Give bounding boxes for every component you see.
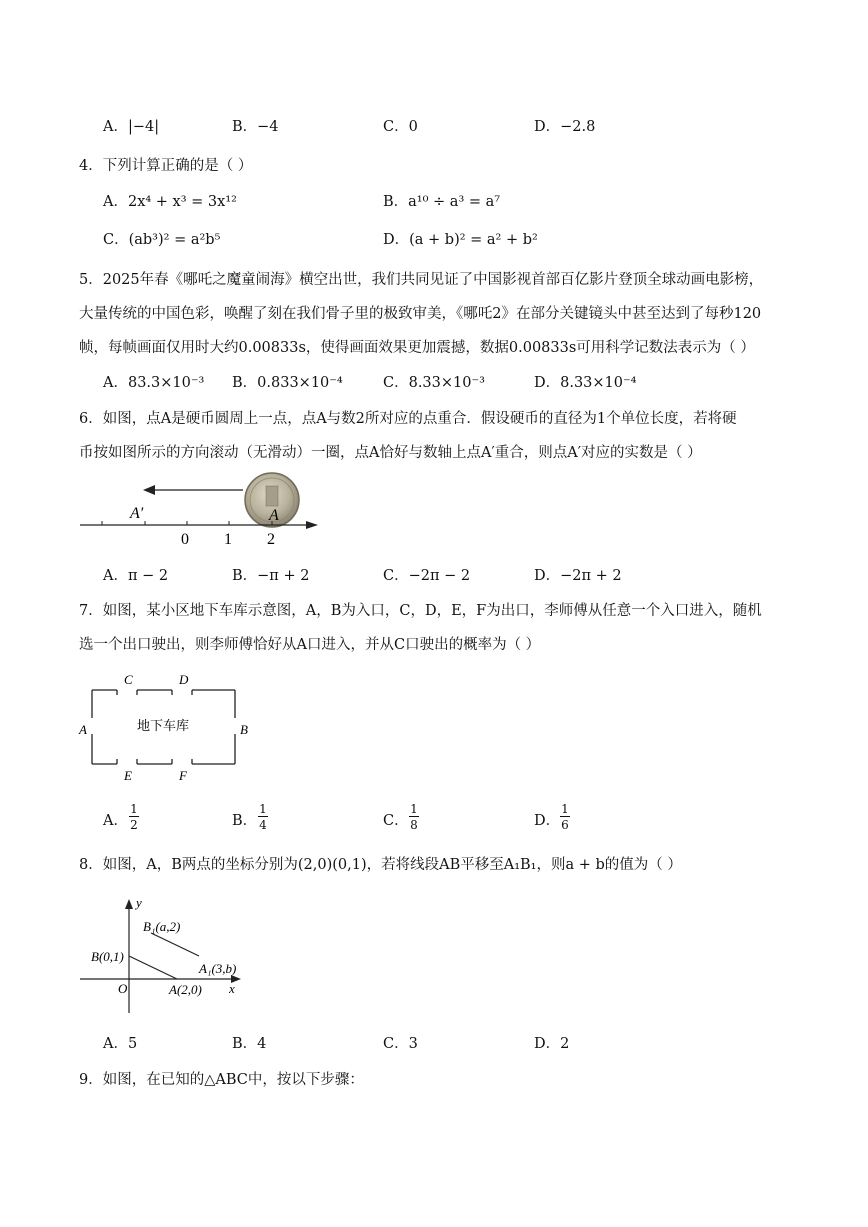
tick-label-1: 1 <box>224 531 232 548</box>
q7-figure-garage <box>75 670 255 785</box>
q6-option-d: D．−2π + 2 <box>534 568 622 584</box>
q6-option-b: B．−π + 2 <box>232 568 310 584</box>
q8-option-a: A．5 <box>103 1036 138 1052</box>
q5-line-1: 5．2025年春《哪吒之魔童闹海》横空出世，我们共同见证了中国影视首部百亿影片登顶全球动画电影榜， <box>79 272 764 288</box>
q8-option-d: D．2 <box>534 1036 570 1052</box>
label-origin: O <box>118 981 128 996</box>
q7-line-1: 7．如图，某小区地下车库示意图，A，B为入口，C，D，E，F为出口，李师傅从任意一个入口进入，随机 <box>79 603 762 619</box>
label-x: x <box>229 981 235 996</box>
label-c: C <box>124 672 133 687</box>
label-e: E <box>124 768 132 783</box>
label-b: B(0,1) <box>91 949 124 964</box>
q5-line-3: 帧，每帧画面仅用时大约0.00833s，使得画面效果更加震撼，数据0.00833s可用科学记数法表示为（ ） <box>79 340 755 356</box>
q8-option-b: B．4 <box>232 1036 267 1052</box>
q3-option-a: A．|−4| <box>103 119 160 135</box>
q7-line-2: 选一个出口驶出，则李师傅恰好从A口进入，并从C口驶出的概率为（ ） <box>79 637 541 653</box>
label-a1: A₁(3,b) <box>199 961 237 976</box>
q3-option-b: B．−4 <box>232 119 279 135</box>
q8-option-c: C．3 <box>383 1036 418 1052</box>
q3-option-c: C．0 <box>383 119 418 135</box>
label-b1: B₁(a,2) <box>143 919 181 934</box>
q6-figure-number-line <box>75 470 325 550</box>
q3-option-d: D．−2.8 <box>534 119 596 135</box>
q6-option-c: C．−2π − 2 <box>383 568 471 584</box>
q4-stem: 4．下列计算正确的是（ ） <box>79 158 253 174</box>
q5-option-c: C．8.33×10⁻³ <box>383 375 485 391</box>
q6-line-1: 6．如图，点A是硬币圆周上一点，点A与数2所对应的点重合．假设硬币的直径为1个单位长度，若将硬 <box>79 411 737 427</box>
label-a: A <box>269 507 279 524</box>
label-a: A <box>79 722 87 737</box>
label-d: D <box>179 672 189 687</box>
q4-option-a: A．2x⁴ + x³ = 3x¹² <box>103 194 237 210</box>
label-a: A(2,0) <box>169 982 202 997</box>
q9-stem: 9．如图，在已知的△ABC中，按以下步骤： <box>79 1072 364 1088</box>
q8-stem: 8．如图，A，B两点的坐标分别为(2,0)(0,1)，若将线段AB平移至A₁B₁，则a + b的值为（ ） <box>79 857 682 873</box>
q6-line-2: 币按如图所示的方向滚动（无滑动）一圈，点A恰好与数轴上点A′重合，则点A′对应的实数是（ ） <box>79 445 702 461</box>
q5-option-d: D．8.33×10⁻⁴ <box>534 375 637 391</box>
q5-line-2: 大量传统的中国色彩，唤醒了刻在我们骨子里的极致审美，《哪吒2》在部分关键镜头中甚至达到了每秒120 <box>79 306 762 322</box>
tick-label-2: 2 <box>267 531 275 548</box>
label-y: y <box>136 895 142 910</box>
q6-option-a: A．π − 2 <box>103 568 169 584</box>
q4-option-d: D．(a + b)² = a² + b² <box>383 232 538 248</box>
label-f: F <box>179 768 187 783</box>
q8-figure-coordinate <box>75 893 265 1018</box>
q5-option-a: A．83.3×10⁻³ <box>103 375 205 391</box>
tick-label-0: 0 <box>181 531 189 548</box>
q5-option-b: B．0.833×10⁻⁴ <box>232 375 343 391</box>
q4-option-b: B．a¹⁰ ÷ a³ = a⁷ <box>383 194 501 210</box>
label-a-prime: A′ <box>130 505 144 522</box>
garage-label: 地下车库 <box>137 719 190 734</box>
label-b: B <box>240 722 248 737</box>
q4-option-c: C．(ab³)² = a²b⁵ <box>103 232 221 248</box>
